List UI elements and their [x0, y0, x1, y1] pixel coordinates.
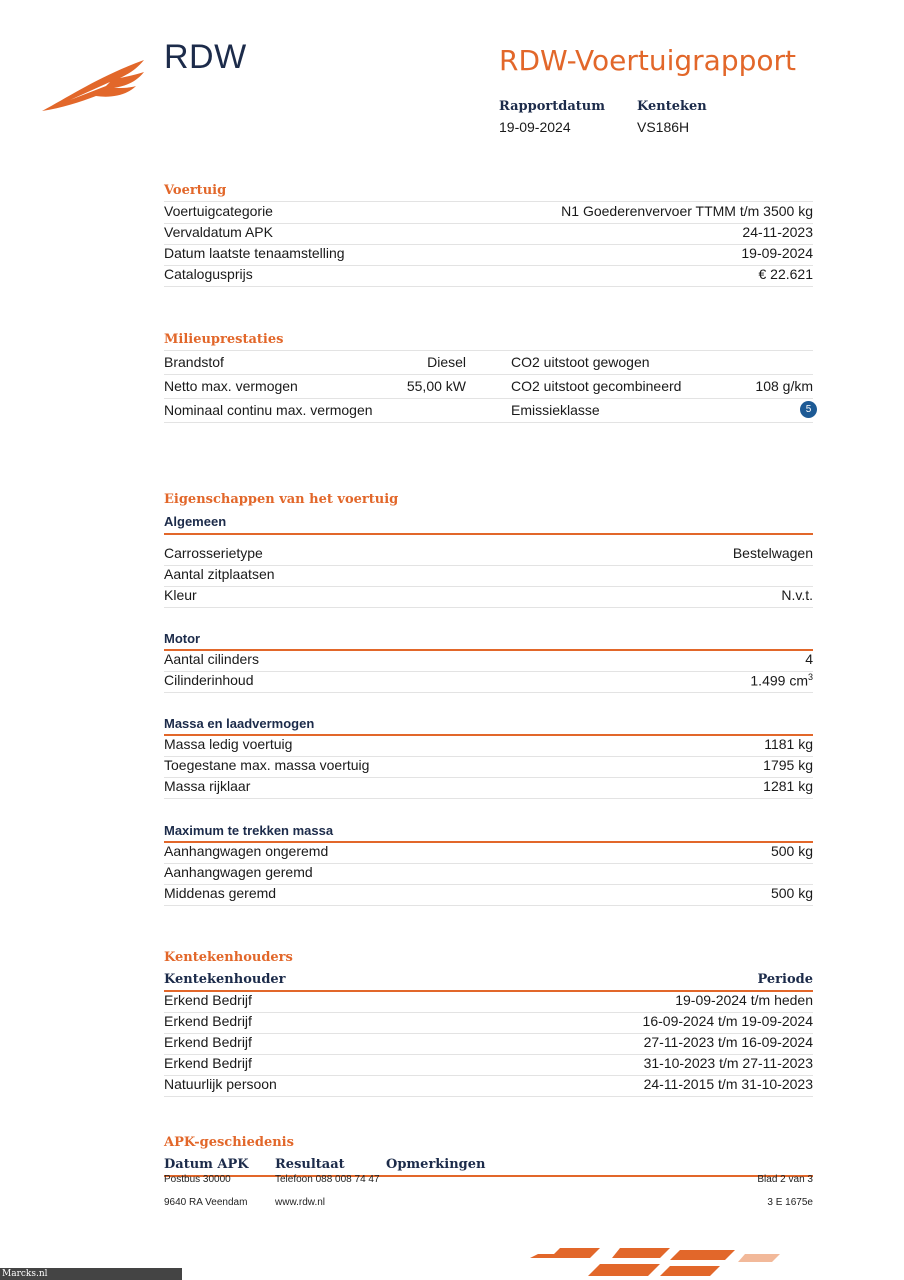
column-header-kentekenhouder: Kentekenhouder	[164, 972, 286, 987]
holder-name: Erkend Bedrijf	[164, 992, 252, 1008]
table-row	[164, 565, 813, 587]
row-value: N.v.t.	[781, 587, 813, 603]
row-value: 4	[805, 651, 813, 667]
subsection-title-trekken: Maximum te trekken massa	[164, 823, 334, 838]
row-label: Aanhangwagen geremd	[164, 864, 313, 880]
holder-name: Erkend Bedrijf	[164, 1034, 252, 1050]
row-value: 1281 kg	[763, 778, 813, 794]
rdw-logo-icon	[40, 56, 160, 116]
row-label: Cilinderinhoud	[164, 672, 254, 688]
footer-telefoon: Telefoon 088 008 74 47	[275, 1174, 380, 1185]
footer-website: www.rdw.nl	[275, 1197, 326, 1208]
column-header-opmerkingen: Opmerkingen	[386, 1157, 486, 1172]
row-label: Datum laatste tenaamstelling	[164, 245, 345, 261]
table-row	[164, 1054, 813, 1076]
row-label: Middenas geremd	[164, 885, 277, 901]
table-row	[164, 351, 813, 375]
table-row	[164, 884, 813, 906]
row-label: Brandstof	[164, 354, 224, 370]
rapportdatum-value: 19-09-2024	[499, 119, 571, 135]
row-label: Nominaal continu max. vermogen	[164, 402, 373, 418]
row-label: Kleur	[164, 587, 197, 603]
report-title: RDW-Voertuigrapport	[499, 44, 796, 77]
table-row	[164, 842, 813, 864]
holder-name: Erkend Bedrijf	[164, 1055, 252, 1071]
corner-watermark: Marcks.nl	[0, 1268, 182, 1280]
row-value: 1181 kg	[764, 736, 813, 752]
holder-period: 24-11-2015 t/m 31-10-2023	[643, 1076, 813, 1092]
emissieklasse-badge: 5	[800, 401, 817, 418]
row-value: 19-09-2024	[741, 245, 813, 261]
row-label: Massa ledig voertuig	[164, 736, 293, 752]
rapportdatum-label: Rapportdatum	[499, 99, 605, 114]
table-row	[164, 223, 813, 245]
row-label: Aantal zitplaatsen	[164, 566, 275, 582]
table-row	[164, 586, 813, 608]
row-value	[750, 672, 813, 689]
row-label: Voertuigcategorie	[164, 203, 273, 219]
divider	[164, 533, 813, 535]
table-row	[164, 1012, 813, 1034]
footer-adres: 9640 RA Veendam	[164, 1197, 248, 1208]
table-row	[164, 1033, 813, 1055]
table-row	[164, 777, 813, 799]
divider	[164, 1175, 813, 1177]
row-value: Bestelwagen	[732, 545, 813, 561]
holder-period: 27-11-2023 t/m 16-09-2024	[643, 1034, 813, 1050]
footer-code: 3 E 1675e	[767, 1197, 813, 1208]
section-title-milieuprestaties: Milieuprestaties	[164, 332, 284, 347]
row-value: 24-11-2023	[742, 224, 813, 240]
row-label: Aantal cilinders	[164, 651, 259, 667]
column-header-periode: Periode	[757, 972, 813, 987]
row-label: Massa rijklaar	[164, 778, 251, 794]
section-title-apk: APK-geschiedenis	[164, 1135, 294, 1150]
row-value: € 22.621	[758, 266, 813, 282]
table-row	[164, 399, 813, 423]
subsection-title-motor: Motor	[164, 631, 201, 646]
row-value: 108 g/km	[755, 378, 813, 394]
holder-name: Erkend Bedrijf	[164, 1013, 252, 1029]
holder-period: 31-10-2023 t/m 27-11-2023	[643, 1055, 813, 1071]
row-label: Catalogusprijs	[164, 266, 253, 282]
column-header-resultaat: Resultaat	[275, 1157, 345, 1172]
section-title-kentekenhouders: Kentekenhouders	[164, 950, 293, 965]
row-label: Netto max. vermogen	[164, 378, 298, 394]
row-value: 500 kg	[770, 843, 813, 859]
table-row	[164, 1075, 813, 1097]
subsection-title-massa: Massa en laadvermogen	[164, 716, 315, 731]
holder-period: 16-09-2024 t/m 19-09-2024	[642, 1013, 813, 1029]
table-row	[164, 735, 813, 757]
table-row	[164, 202, 813, 224]
table-row	[164, 863, 813, 885]
row-label: CO2 uitstoot gecombineerd	[511, 378, 682, 394]
row-label: Carrosserietype	[164, 545, 263, 561]
row-value: 1795 kg	[763, 757, 813, 773]
table-row	[164, 265, 813, 287]
section-title-eigenschappen: Eigenschappen van het voertuig	[164, 492, 399, 507]
unit-superscript: 3	[807, 672, 813, 682]
table-row	[164, 991, 813, 1013]
table-row	[164, 671, 813, 693]
footer-postbus: Postbus 30000	[164, 1174, 231, 1185]
row-value: 55,00 kW	[406, 378, 466, 394]
subsection-title-algemeen: Algemeen	[164, 514, 227, 529]
table-row	[164, 375, 813, 399]
table-row	[164, 244, 813, 266]
row-value: 500 kg	[770, 885, 813, 901]
row-label: CO2 uitstoot gewogen	[511, 354, 650, 370]
kenteken-label: Kenteken	[637, 99, 707, 114]
row-value: N1 Goederenvervoer TTMM t/m 3500 kg	[561, 203, 813, 219]
holder-name: Natuurlijk persoon	[164, 1076, 277, 1092]
row-value: Diesel	[427, 354, 466, 370]
table-row	[164, 650, 813, 672]
decorative-stripes-icon	[520, 1244, 820, 1280]
section-title-voertuig: Voertuig	[164, 183, 227, 198]
column-header-datum-apk: Datum APK	[164, 1157, 249, 1172]
cilinderinhoud-value: 1.499 cm	[750, 672, 808, 689]
row-label: Toegestane max. massa voertuig	[164, 757, 370, 773]
footer-page-number: Blad 2 van 3	[757, 1174, 813, 1185]
kenteken-value: VS186H	[637, 119, 690, 135]
row-label: Aanhangwagen ongeremd	[164, 843, 329, 859]
logo-text: RDW	[164, 38, 247, 76]
row-label: Vervaldatum APK	[164, 224, 273, 240]
row-label: Emissieklasse	[511, 402, 600, 418]
table-row	[164, 756, 813, 778]
table-row	[164, 544, 813, 566]
holder-period: 19-09-2024 t/m heden	[675, 992, 813, 1008]
